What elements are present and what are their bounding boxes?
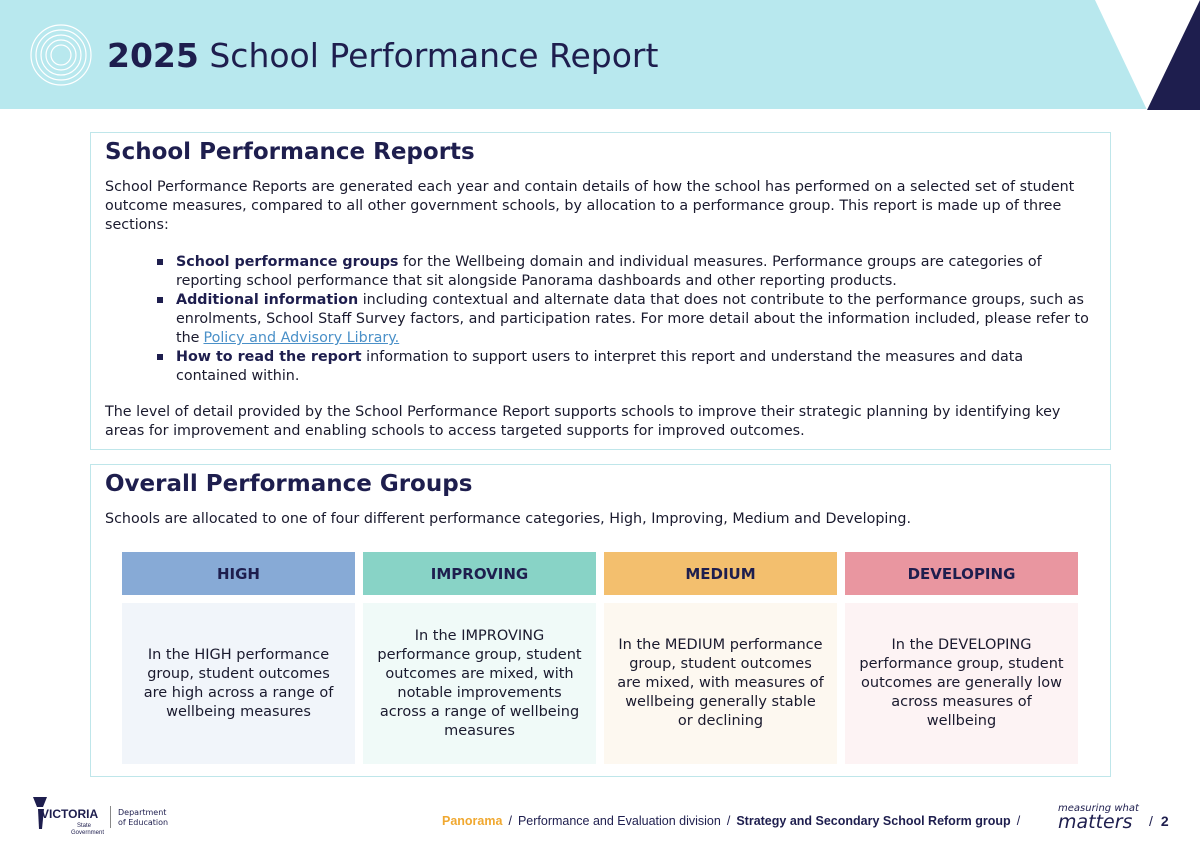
bullet-text: including contextual and alternate data that does not contribute to the performance groups, such as enrolments, School Staff Survey factors, and participation rates. For more detail about the information included, please refer to the [176,292,1089,346]
list-item [157,348,1092,386]
logo-wordmark: VICTORIA [41,807,99,821]
breadcrumb-separator: / [1016,814,1021,828]
bullet-text: information to support users to interpret this report and understand the measures and data contained within. [176,349,1024,384]
group-header-medium: MEDIUM [604,552,837,595]
page-number-separator: / [1149,813,1153,829]
report-title: School Performance Report [209,36,659,75]
tagline-top: measuring what [1058,803,1139,814]
section-intro: Schools are allocated to one of four different performance categories, High, Improving, Medium and Developing. [105,511,912,527]
logo-sub-government: Government [71,830,105,836]
group-description-improving [363,603,596,764]
concentric-rings-logo-icon [30,24,92,86]
breadcrumb-division: Performance and Evaluation division [517,814,721,828]
group-header-developing: DEVELOPING [845,552,1078,595]
group-description-text: In the HIGH performance group, student outcomes are high across a range of wellbeing measures [143,646,334,720]
breadcrumb-group: Strategy and Secondary School Reform group [736,814,1011,828]
section-intro: School Performance Reports are generated each year and contain details of how the school has performed on a selected set of student outcome measures, compared to all other government schools, by allocation to a performance group. This report is made up of three sections: [105,179,1075,233]
footer-breadcrumb [442,814,1026,828]
list-item [157,291,1092,348]
school-performance-reports-panel [90,132,1111,450]
group-description-text: In the MEDIUM performance group, student outcomes are mixed, with measures of wellbeing generally stable or declining [617,637,824,729]
list-item [157,253,1092,291]
section-heading: Overall Performance Groups [105,471,473,497]
header-corner-decoration [1090,0,1200,110]
breadcrumb-separator: / [508,814,512,828]
group-header-high: HIGH [122,552,355,595]
bullet-text: for the Wellbeing domain and individual measures. Performance groups are categories of reporting school performance that sit alongside Panorama dashboards and other reporting products. [176,254,1042,289]
page-number [1149,813,1169,829]
group-description-developing [845,603,1078,764]
breadcrumb-panorama: Panorama [442,814,503,828]
bullet-lead: How to read the report [176,349,362,365]
tagline-big: matters [1058,811,1133,833]
group-description-medium [604,603,837,764]
page-title [107,36,658,75]
group-description-text: In the IMPROVING performance group, student outcomes are mixed, with notable improvements across a range of wellbeing measures [377,627,582,739]
group-description-text: In the DEVELOPING performance group, student outcomes are generally low across measures of wellbeing [859,637,1064,729]
bullet-lead: School performance groups [176,254,399,270]
section-bullet-list [157,253,1092,386]
department-name [118,808,168,828]
logo-sub-state: State [77,823,92,829]
group-header-improving: IMPROVING [363,552,596,595]
group-description-high [122,603,355,764]
policy-library-link[interactable]: Policy and Advisory Library. [203,330,400,346]
page-number-value: 2 [1160,813,1169,829]
page-header [0,0,1200,109]
bullet-lead: Additional information [176,292,359,308]
breadcrumb-separator: / [726,814,731,828]
department-line-2: of Education [118,818,169,827]
section-heading: School Performance Reports [105,139,475,165]
report-year: 2025 [107,36,199,75]
victoria-government-logo [33,797,105,841]
measuring-what-matters-tagline [1058,803,1139,831]
department-line-1: Department [118,808,167,817]
section-closing: The level of detail provided by the School Performance Report supports schools to improve their strategic planning by identifying key areas for improvement and enabling schools to access targeted supports for improved outcomes. [105,404,1061,439]
footer-divider [110,806,111,828]
